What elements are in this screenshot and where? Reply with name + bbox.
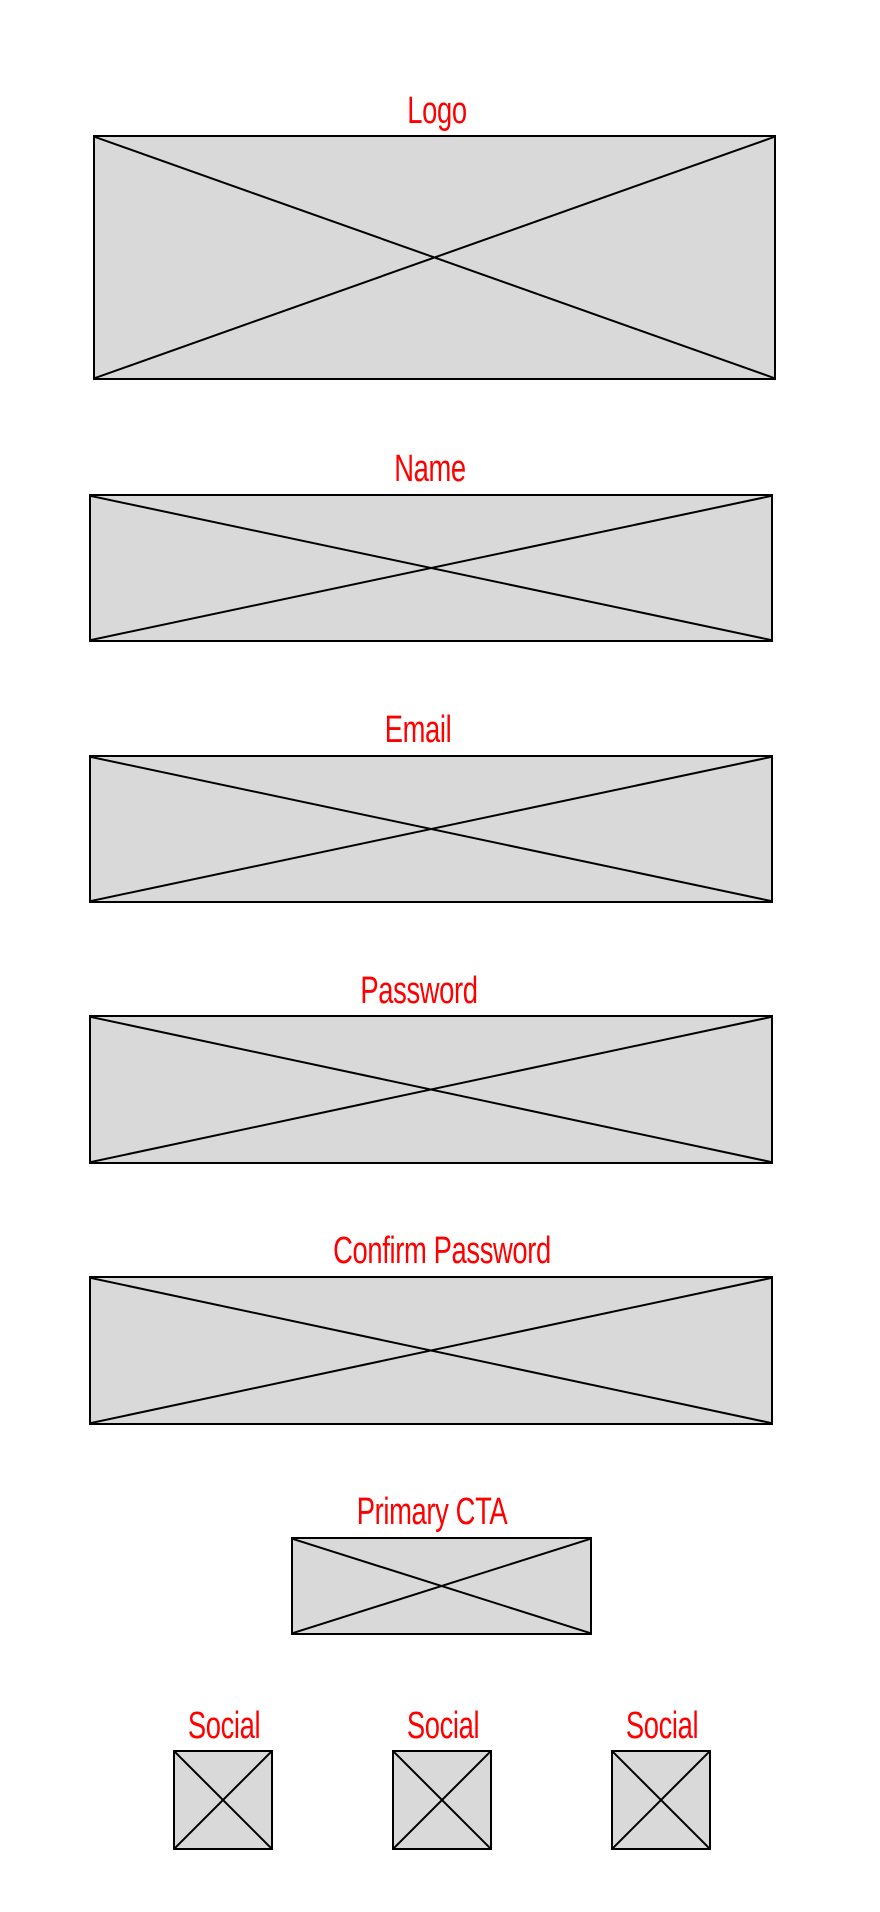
placeholder-cross-icon [175, 1752, 271, 1848]
logo-placeholder [93, 135, 776, 380]
placeholder-cross-icon [91, 757, 771, 901]
placeholder-cross-icon [613, 1752, 709, 1848]
email-label: Email [384, 709, 452, 751]
placeholder-cross-icon [293, 1539, 590, 1633]
social-label-2: Social [406, 1705, 480, 1747]
social-button-2[interactable] [392, 1750, 492, 1850]
email-input[interactable] [89, 755, 773, 903]
primary-cta-label: Primary CTA [356, 1491, 508, 1533]
password-label: Password [360, 970, 478, 1012]
name-input[interactable] [89, 494, 773, 642]
social-button-1[interactable] [173, 1750, 273, 1850]
placeholder-cross-icon [394, 1752, 490, 1848]
placeholder-cross-icon [95, 137, 774, 378]
placeholder-cross-icon [91, 496, 771, 640]
social-label-1: Social [187, 1705, 261, 1747]
primary-cta-button[interactable] [291, 1537, 592, 1635]
social-label-3: Social [625, 1705, 699, 1747]
logo-label: Logo [407, 90, 467, 132]
social-button-3[interactable] [611, 1750, 711, 1850]
password-input[interactable] [89, 1015, 773, 1164]
placeholder-cross-icon [91, 1278, 771, 1423]
placeholder-cross-icon [91, 1017, 771, 1162]
name-label: Name [394, 448, 466, 490]
confirm-password-input[interactable] [89, 1276, 773, 1425]
confirm-password-label: Confirm Password [333, 1230, 551, 1272]
